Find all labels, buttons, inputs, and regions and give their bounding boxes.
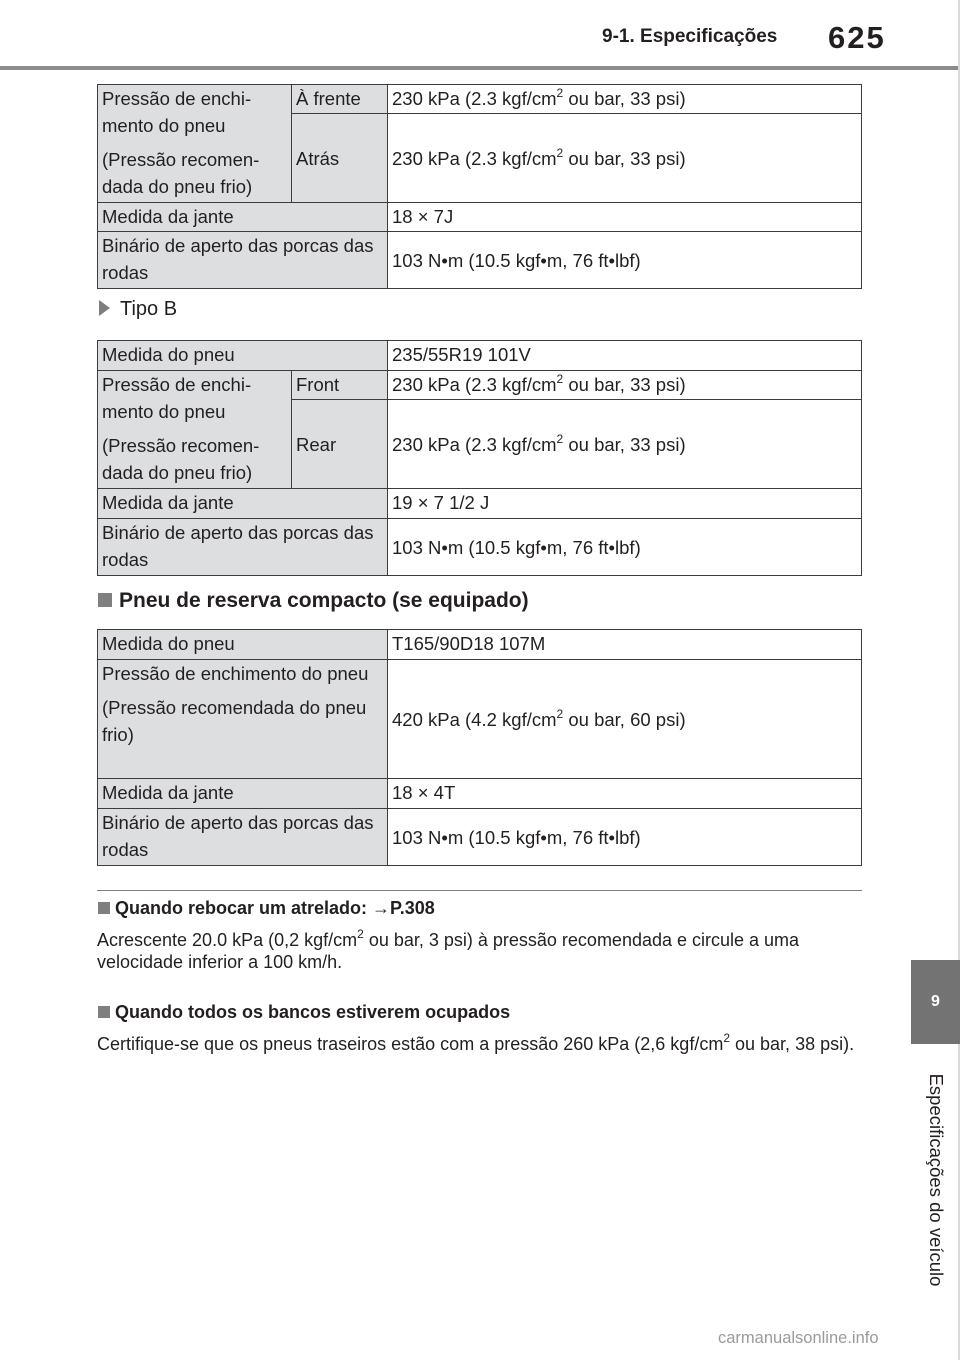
rear-pressure-value: 230 kPa (2.3 kgf/$cm^2$ ou bar, 33 psi) (388, 114, 862, 203)
rim-value: 18 × 4T (388, 779, 862, 809)
table-row (98, 519, 862, 576)
pressure-label: Pressão de enchi-mento do pneu (102, 374, 252, 422)
table-row (98, 203, 862, 232)
section-title: 9-1. Especificações (602, 26, 778, 47)
chapter-tab[interactable] (911, 960, 960, 1044)
pressure-label: Pressão de enchimento do pneu (102, 663, 369, 684)
rim-label: Medida da jante (98, 779, 388, 809)
pressure-label-note: (Pressão recomen-dada do pneu frio) (102, 149, 260, 197)
table-row (98, 232, 862, 289)
tire-size-label: Medida do pneu (98, 341, 388, 371)
pressure-label-cell (98, 85, 292, 203)
rear-pressure-value: 230 kPa (2.3 kgf/$cm^2$ ou bar, 33 psi) (388, 400, 862, 489)
tire-size-value: 235/55R19 101V (388, 341, 862, 371)
tipo-b-heading-text: Tipo B (120, 298, 178, 320)
front-label: Front (292, 371, 388, 400)
table-row (98, 660, 862, 779)
pressure-label-note: (Pressão recomendada do pneu frio) (102, 697, 367, 745)
chapter-side-label (911, 1050, 960, 1310)
square-bullet-icon (98, 1006, 110, 1018)
rear-label: Atrás (292, 114, 388, 203)
tire-spec-table-a (97, 84, 862, 289)
arrow-bullet-icon (99, 300, 110, 316)
torque-label: Binário de aperto das porcas das rodas (98, 232, 388, 289)
table-row (98, 85, 862, 114)
square-bullet-icon (98, 593, 112, 607)
tire-size-value: T165/90D18 107M (388, 630, 862, 660)
rim-value: 19 × 7 1/2 J (388, 489, 862, 519)
tire-size-label: Medida do pneu (98, 630, 388, 660)
tire-spec-table-spare (97, 629, 862, 866)
table-row (98, 809, 862, 866)
pressure-label-cell (98, 371, 292, 489)
watermark: carmanualsonline.info (718, 1329, 879, 1347)
rear-label: Rear (292, 400, 388, 489)
tire-spec-table-b (97, 340, 862, 576)
torque-value: 103 N•m (10.5 kgf•m, 76 ft•lbf) (388, 519, 862, 576)
pressure-value: 420 kPa (4.2 kgf/$cm^2$ ou bar, 60 psi) (388, 660, 862, 779)
pressure-label-cell (98, 660, 388, 779)
spare-tire-heading (98, 589, 529, 613)
torque-value: 103 N•m (10.5 kgf•m, 76 ft•lbf) (388, 809, 862, 866)
front-pressure-value: 230 kPa (2.3 kgf/$cm^2$ ou bar, 33 psi) (388, 85, 862, 114)
rim-label: Medida da jante (98, 489, 388, 519)
pressure-label: Pressão de enchi-mento do pneu (102, 88, 252, 136)
tipo-b-heading (99, 298, 177, 321)
spare-tire-heading-text: Pneu de reserva compacto (se equipado) (119, 589, 529, 612)
notes-divider (97, 890, 862, 891)
rim-label: Medida da jante (98, 203, 388, 232)
table-row (98, 371, 862, 400)
chapter-title: Especificações do veículo (925, 1073, 947, 1287)
rim-value: 18 × 7J (388, 203, 862, 232)
table-row (98, 489, 862, 519)
note-text-towing: Acrescente 20.0 kPa (0,2 kgf/$cm^2$ ou bar, 3 psi) à pressão recomendada e circule a uma velocidade inferior a 100 km/h. (97, 927, 800, 972)
table-row (98, 341, 862, 371)
page-number: 625 (828, 20, 886, 55)
header-divider (0, 66, 960, 70)
table-row (98, 630, 862, 660)
front-label: À frente (292, 85, 388, 114)
torque-value: 103 N•m (10.5 kgf•m, 76 ft•lbf) (388, 232, 862, 289)
table-row (98, 779, 862, 809)
torque-label: Binário de aperto das porcas das rodas (98, 519, 388, 576)
note-heading-seats: Quando todos os bancos estiverem ocupados (98, 1002, 510, 1023)
torque-label: Binário de aperto das porcas das rodas (98, 809, 388, 866)
chapter-number: 9 (931, 993, 940, 1010)
square-bullet-icon (98, 902, 110, 914)
pressure-label-note: (Pressão recomen-dada do pneu frio) (102, 435, 260, 483)
front-pressure-value: 230 kPa (2.3 kgf/$cm^2$ ou bar, 33 psi) (388, 371, 862, 400)
note-text-seats: Certifique-se que os pneus traseiros estão com a pressão 260 kPa (2,6 kgf/$cm^2$ ou bar, 38 psi). (97, 1031, 855, 1054)
note-heading-towing: Quando rebocar um atrelado: →P.308 (98, 898, 435, 919)
